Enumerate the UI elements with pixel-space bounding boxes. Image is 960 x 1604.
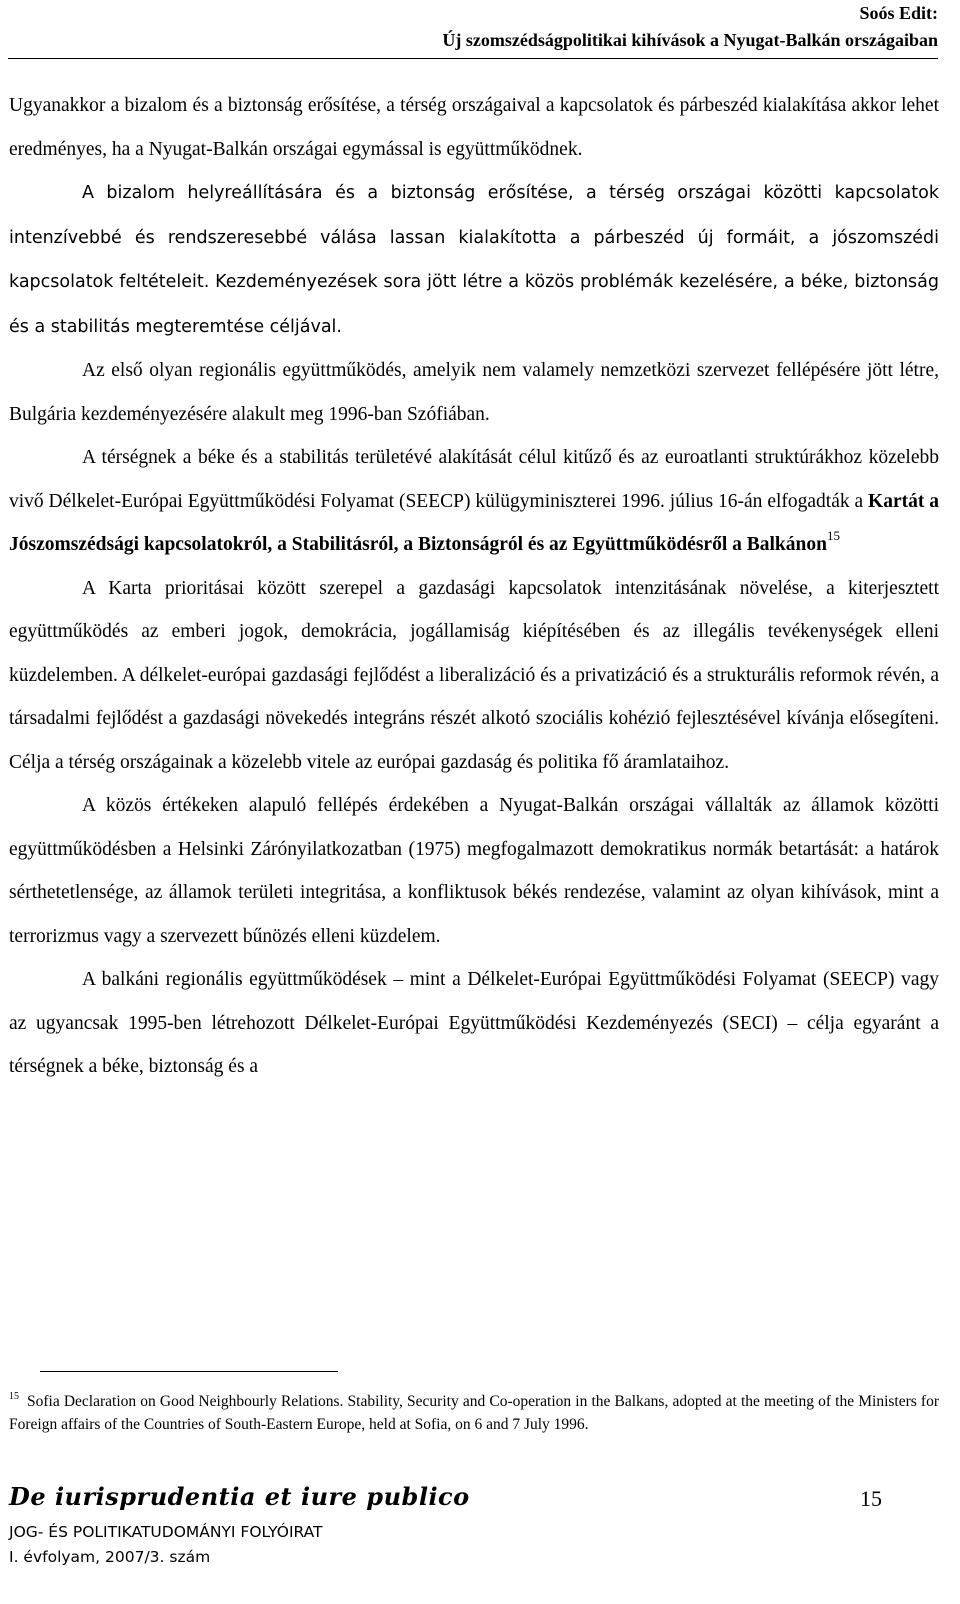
- running-header: [442, 0, 938, 54]
- paragraph-1: Ugyanakkor a bizalom és a biztonság erősítése, a térség országaival a kapcsolatok és párbeszéd kialakítása akkor lehet eredményes, ha a Nyugat-Balkán országai egymással is együttműködnek.: [9, 95, 939, 160]
- karta-title: Kartát a Jószomszédsági kapcsolatokról, a Stabilitásról, a Biztonságról és az Együttműködésről a Balkánon: [9, 490, 939, 555]
- paragraph-2-text: A bizalom helyreállítására és a biztonság erősítése, a térség országai közötti kapcsolatok intenzívebbé és rendszeresebbé válása lassan kialakította a párbeszéd új formáit, a jószomszédi kapcsolatok feltételeit.: [9, 183, 939, 292]
- header-title: Új szomszédságpolitikai kihívások a Nyugat-Balkán országaiban: [442, 30, 938, 50]
- article-body: [9, 84, 939, 1089]
- page-number: 15: [860, 1486, 882, 1511]
- paragraph-4-text: A térségnek a béke és a stabilitás területévé alakítását célul kitűző és az euroatlanti struktúrákhoz közelebb vivő Délkelet-Európai Együttműködési Folyamat (SEECP) külügyminiszterei 1996. július 16-án elfogadták a: [9, 447, 939, 512]
- journal-name: De iurisprudentia et iure publico: [9, 1482, 470, 1511]
- footnote-reference[interactable]: 15: [826, 528, 840, 543]
- paragraph-5: A Karta prioritásai között szerepel a gazdasági kapcsolatok intenzitásának növelése, a kiterjesztett együttműködés az emberi jogok, demokrácia, jogállamiság kiépítésében és az illegális tevékenységek elleni küzdelemben. A délkelet-európai gazdasági fejlődést a liberalizáció és a privatizáció és a strukturális reformok révén, a társadalmi fejlődést a gazdasági növekedés integráns részét alkotó szociális kohézió fejlesztésével kívánja elősegíteni. Célja a térség országainak a közelebb vitele az európai gazdaság és politika fő áramlataihoz.: [9, 577, 939, 773]
- journal-volume: I. évfolyam, 2007/3. szám: [9, 1548, 211, 1566]
- paragraph-2: [9, 171, 939, 349]
- header-divider: [8, 58, 938, 59]
- paragraph-2-text-b: Kezdeményezések sora jött létre a közös problémák kezelésére, a béke, biztonság és a stabilitás megteremtése céljával.: [9, 272, 940, 337]
- footnote: [9, 1390, 939, 1436]
- paragraph-7: A balkáni regionális együttműködések – mint a Délkelet-Európai Együttműködési Folyamat (SEECP) vagy az ugyancsak 1995-ben létrehozott Délkelet-Európai Együttműködési Kezdeményezés (SECI) – célja egyaránt a térségnek a béke, biztonság és a: [9, 969, 939, 1077]
- header-author: Soós Edit:: [859, 3, 938, 23]
- footnote-number: 15: [9, 1391, 19, 1402]
- paragraph-3: Az első olyan regionális együttműködés, amelyik nem valamely nemzetközi szervezet fellépésére jött létre, Bulgária kezdeményezésére alakult meg 1996-ban Szófiában.: [9, 360, 939, 425]
- footnote-divider: [40, 1371, 338, 1372]
- paragraph-6: A közös értékeken alapuló fellépés érdekében a Nyugat-Balkán országai vállalták az államok közötti együttműködésben a Helsinki Zárónyilatkozatban (1975) megfogalmazott demokratikus normák betartását: a határok sérthetetlensége, az államok területi integritása, a konfliktusok békés rendezése, valamint az olyan kihívások, mint a terrorizmus vagy a szervezett bűnözés elleni küzdelem.: [9, 795, 939, 947]
- footnote-text: Sofia Declaration on Good Neighbourly Relations. Stability, Security and Co-operation in the Balkans, adopted at the meeting of the Ministers for Foreign affairs of the Countries of South-Eastern Europe, held at Sofia, on 6 and 7 July 1996.: [9, 1393, 939, 1433]
- journal-subtitle: JOG- ÉS POLITIKATUDOMÁNYI FOLYÓIRAT: [9, 1523, 323, 1541]
- paragraph-4: [9, 436, 939, 567]
- journal-info: [9, 1520, 323, 1570]
